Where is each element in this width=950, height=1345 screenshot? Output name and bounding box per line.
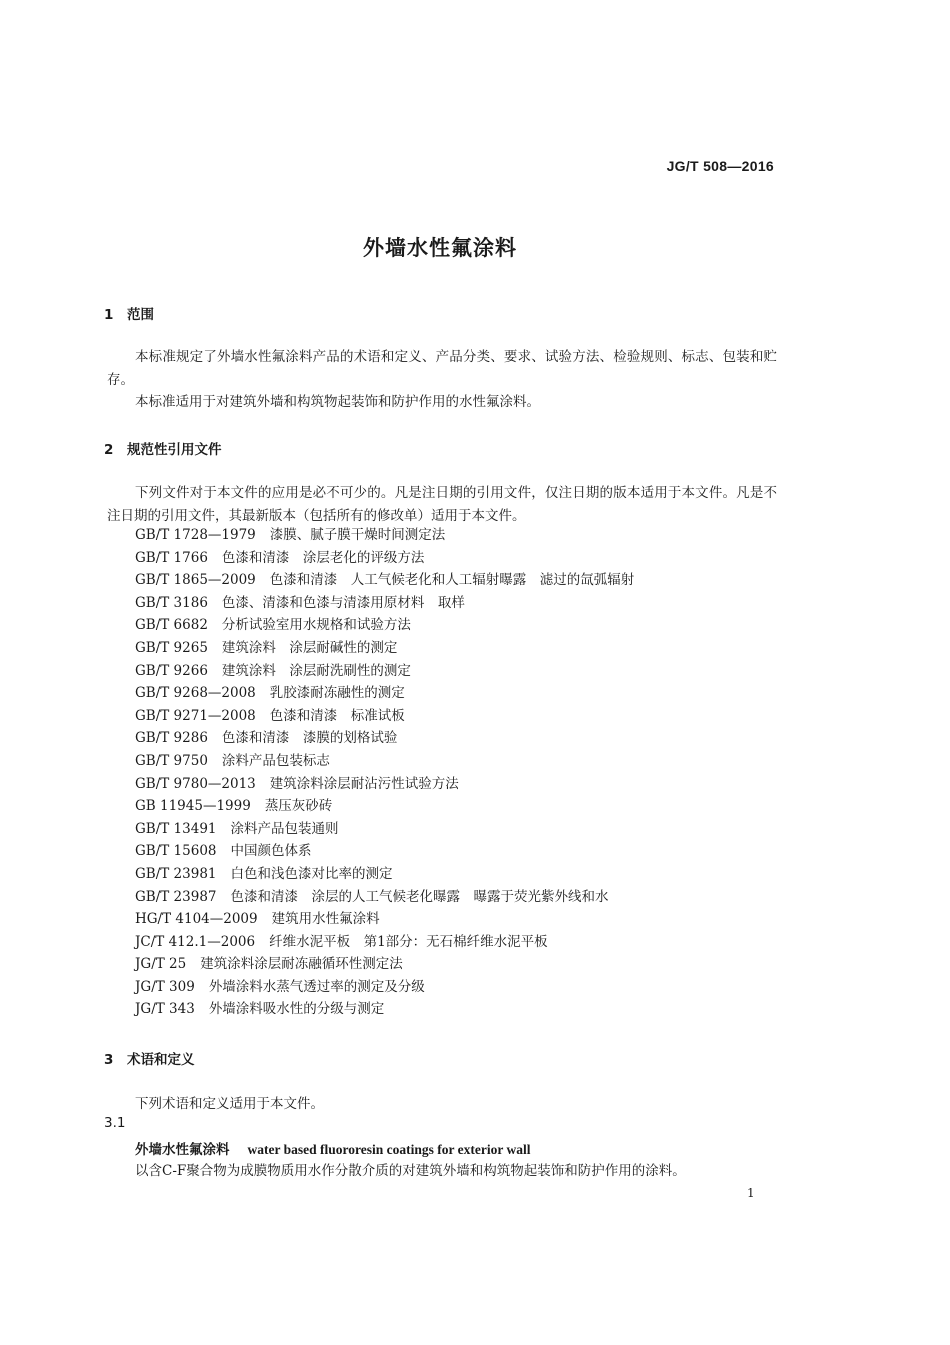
clause-number: 3.1 [104,1115,126,1131]
reference-item [135,524,634,547]
reference-item [135,637,634,660]
reference-code: GB/T 1728—1979 [135,527,256,543]
reference-code: JC/T 412.1—2006 [135,933,256,950]
section-2-intro: 下列文件对于本文件的应用是必不可少的。凡是注日期的引用文件，仅注日期的版本适用于本文件。凡是不注日期的引用文件，其最新版本（包括所有的修改单）适用于本文件。 [107,485,777,524]
reference-item [135,614,634,637]
reference-title: 建筑涂料 涂层耐碱性的测定 [221,639,398,656]
reference-code: JG/T 25 [135,956,187,973]
reference-title: 分析试验室用水规格和试验方法 [221,617,411,634]
reference-title: 建筑涂料 涂层耐洗刷性的测定 [221,662,411,679]
reference-title: 蒸压灰砂砖 [264,798,333,815]
section-2-heading [104,438,222,458]
reference-title: 建筑涂料涂层耐沾污性试验方法 [269,775,459,792]
reference-item [135,976,634,999]
page-number: 1 [747,1186,755,1200]
reference-code: GB/T 9286 [135,730,208,747]
reference-item [135,750,634,773]
reference-item [135,886,634,909]
section-3-heading [104,1048,195,1068]
section-1-number: 1 [104,307,114,323]
reference-item [135,682,634,705]
reference-code: JG/T 309 [135,978,195,995]
reference-code: JG/T 343 [135,1001,195,1018]
reference-title: 建筑涂料涂层耐冻融循环性测定法 [200,956,403,973]
reference-title: 涂料产品包装标志 [221,752,330,769]
reference-code: GB/T 9268—2008 [135,685,256,702]
reference-title: 涂料产品包装通则 [230,820,339,837]
reference-code: GB/T 9265 [135,639,208,656]
reference-title: 建筑用水性氟涂料 [271,911,380,928]
section-3-title: 术语和定义 [127,1052,195,1068]
reference-code: GB/T 23987 [135,888,217,905]
reference-title: 色漆和清漆 标准试板 [269,707,405,724]
term-entry [135,1138,530,1158]
reference-title: 中国颜色体系 [230,843,312,860]
section-3-number: 3 [104,1052,114,1068]
reference-item [135,818,634,841]
reference-item [135,547,634,570]
reference-item [135,569,634,592]
reference-item [135,660,634,683]
reference-code: GB/T 15608 [135,843,217,860]
reference-item [135,773,634,796]
section-1-heading [104,303,154,323]
standard-code: JG/T 508—2016 [666,158,774,174]
reference-code: HG/T 4104—2009 [135,911,258,928]
reference-title: 色漆和清漆 涂层老化的评级方法 [221,549,425,566]
reference-item [135,592,634,615]
term-english: water based fluororesin coatings for exterior wall [247,1142,531,1157]
normative-references-list [135,524,634,1021]
reference-code: GB/T 9780—2013 [135,775,256,792]
reference-item [135,795,634,818]
section-1-para-2: 本标准适用于对建筑外墙和构筑物起装饰和防护作用的水性氟涂料。 [135,394,540,410]
reference-code: GB/T 23981 [135,865,217,882]
reference-item [135,863,634,886]
section-1-title: 范围 [127,307,154,323]
section-2-title: 规范性引用文件 [127,442,222,458]
reference-item [135,908,634,931]
reference-code: GB/T 9266 [135,662,208,679]
reference-code: GB 11945—1999 [135,798,251,815]
document-title: 外墙水性氟涂料 [363,236,517,260]
reference-code: GB/T 3186 [135,594,208,611]
section-3-intro: 下列术语和定义适用于本文件。 [135,1096,324,1112]
reference-item [135,931,634,954]
section-1-para-1: 本标准规定了外墙水性氟涂料产品的术语和定义、产品分类、要求、试验方法、检验规则、标志、包装和贮存。 [107,349,777,388]
reference-item [135,953,634,976]
reference-item [135,727,634,750]
reference-code: GB/T 9750 [135,752,208,769]
reference-title: 乳胶漆耐冻融性的测定 [269,685,405,702]
reference-code: GB/T 6682 [135,617,208,634]
reference-item [135,840,634,863]
reference-title: 漆膜、腻子膜干燥时间测定法 [269,527,446,543]
section-2-number: 2 [104,442,114,458]
reference-code: GB/T 9271—2008 [135,707,256,724]
reference-title: 色漆和清漆 涂层的人工气候老化曝露 曝露于荧光紫外线和水 [230,888,609,905]
reference-title: 色漆和清漆 漆膜的划格试验 [221,730,398,747]
reference-item [135,998,634,1021]
reference-item [135,705,634,728]
term-chinese: 外墙水性氟涂料 [135,1142,230,1158]
reference-title: 外墙涂料吸水性的分级与测定 [208,1001,385,1018]
reference-code: GB/T 1865—2009 [135,572,256,589]
reference-code: GB/T 1766 [135,549,208,566]
reference-title: 外墙涂料水蒸气透过率的测定及分级 [208,978,425,995]
term-definition: 以含C-F聚合物为成膜物质用水作分散介质的对建筑外墙和构筑物起装饰和防护作用的涂料。 [135,1163,686,1179]
reference-title: 色漆和清漆 人工气候老化和人工辐射曝露 滤过的氙弧辐射 [269,572,635,589]
reference-title: 色漆、清漆和色漆与清漆用原材料 取样 [221,594,465,611]
reference-title: 白色和浅色漆对比率的测定 [230,865,393,882]
reference-title: 纤维水泥平板 第1部分：无石棉纤维水泥平板 [269,933,548,950]
reference-code: GB/T 13491 [135,820,217,837]
